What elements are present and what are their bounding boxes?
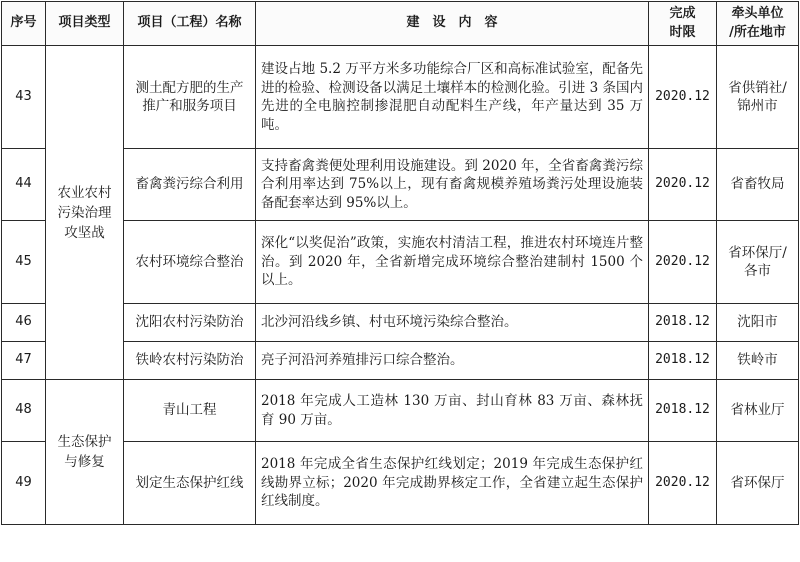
header-unit-line1: 牵头单位: [731, 6, 784, 21]
project-name: 农村环境综合整治: [124, 221, 256, 304]
deadline: 2018.12: [649, 304, 717, 342]
project-name: 畜禽粪污综合利用: [124, 149, 256, 221]
header-deadline: [649, 2, 717, 46]
header-row: [2, 2, 799, 46]
lead-unit: 省环保厅: [717, 442, 799, 525]
deadline: 2018.12: [649, 380, 717, 442]
row-no: 46: [2, 304, 46, 342]
project-name: 铁岭农村污染防治: [124, 342, 256, 380]
row-no: 48: [2, 380, 46, 442]
lead-unit: 沈阳市: [717, 304, 799, 342]
lead-unit: 省林业厅: [717, 380, 799, 442]
lead-unit-line: 各市: [744, 263, 771, 279]
table-row: [2, 380, 799, 442]
project-content: 2018 年完成人工造林 130 万亩、封山育林 83 万亩、森林抚育 90 万亩。: [256, 380, 649, 442]
header-unit: [717, 2, 799, 46]
project-table: [1, 1, 799, 525]
project-content: 2018 年完成全省生态保护红线划定；2019 年完成生态保护红线勘界立标；2020 年完成勘界核定工作，全省建立起生态保护红线制度。: [256, 442, 649, 525]
table-row: [2, 46, 799, 149]
lead-unit: [717, 221, 799, 304]
lead-unit-line: 省供销社/: [728, 79, 787, 96]
row-no: 49: [2, 442, 46, 525]
group-label-line: 污染治理: [57, 204, 112, 221]
header-name: 项目（工程）名称: [124, 2, 256, 46]
header-no: 序号: [2, 2, 46, 46]
row-no: 47: [2, 342, 46, 380]
row-no: 43: [2, 46, 46, 149]
group-label-line: 攻坚战: [64, 224, 105, 241]
deadline: 2018.12: [649, 342, 717, 380]
project-name: [124, 46, 256, 149]
deadline: 2020.12: [649, 442, 717, 525]
project-content: 建设占地 5.2 万平方米多功能综合厂区和高标准试验室，配备先进的检验、检测设备以满足土壤样本的检测化验。引进 3 条国内先进的全电脑控制掺混肥自动配料生产线，年产量达到 35 万吨。: [256, 46, 649, 149]
project-type-group: [46, 380, 124, 525]
project-type-group: [46, 46, 124, 380]
deadline: 2020.12: [649, 46, 717, 149]
lead-unit-line: 省环保厅/: [728, 244, 787, 261]
project-content: 支持畜禽粪便处理利用设施建设。到 2020 年，全省畜禽粪污综合利用率达到 75%以上，现有畜禽规模养殖场粪污处理设施装备配套率达到 95%以上。: [256, 149, 649, 221]
header-unit-line2: /所在地市: [729, 24, 786, 40]
header-content: 建 设 内 容: [256, 2, 649, 46]
project-name-line: 推广和服务项目: [142, 98, 237, 114]
lead-unit: 铁岭市: [717, 342, 799, 380]
project-name: 青山工程: [124, 380, 256, 442]
header-deadline-line1: 完成: [669, 6, 696, 21]
group-label-line: 与修复: [64, 454, 105, 470]
lead-unit-line: 锦州市: [737, 98, 778, 114]
deadline: 2020.12: [649, 221, 717, 304]
project-content: 深化“以奖促治”政策，实施农村清洁工程，推进农村环境连片整治。到 2020 年，全省新增完成环境综合整治建制村 1500 个以上。: [256, 221, 649, 304]
header-deadline-line2: 时限: [669, 24, 696, 40]
group-label-line: 生态保护: [57, 434, 112, 450]
row-no: 44: [2, 149, 46, 221]
row-no: 45: [2, 221, 46, 304]
header-type: 项目类型: [46, 2, 124, 46]
group-label-line: 农业农村: [57, 184, 112, 201]
project-content: 亮子河沿河养殖排污口综合整治。: [256, 342, 649, 380]
project-name-line: 测土配方肥的生产: [135, 79, 244, 96]
project-content: 北沙河沿线乡镇、村屯环境污染综合整治。: [256, 304, 649, 342]
lead-unit: 省畜牧局: [717, 149, 799, 221]
deadline: 2020.12: [649, 149, 717, 221]
project-name: 沈阳农村污染防治: [124, 304, 256, 342]
lead-unit: [717, 46, 799, 149]
project-name: 划定生态保护红线: [124, 442, 256, 525]
